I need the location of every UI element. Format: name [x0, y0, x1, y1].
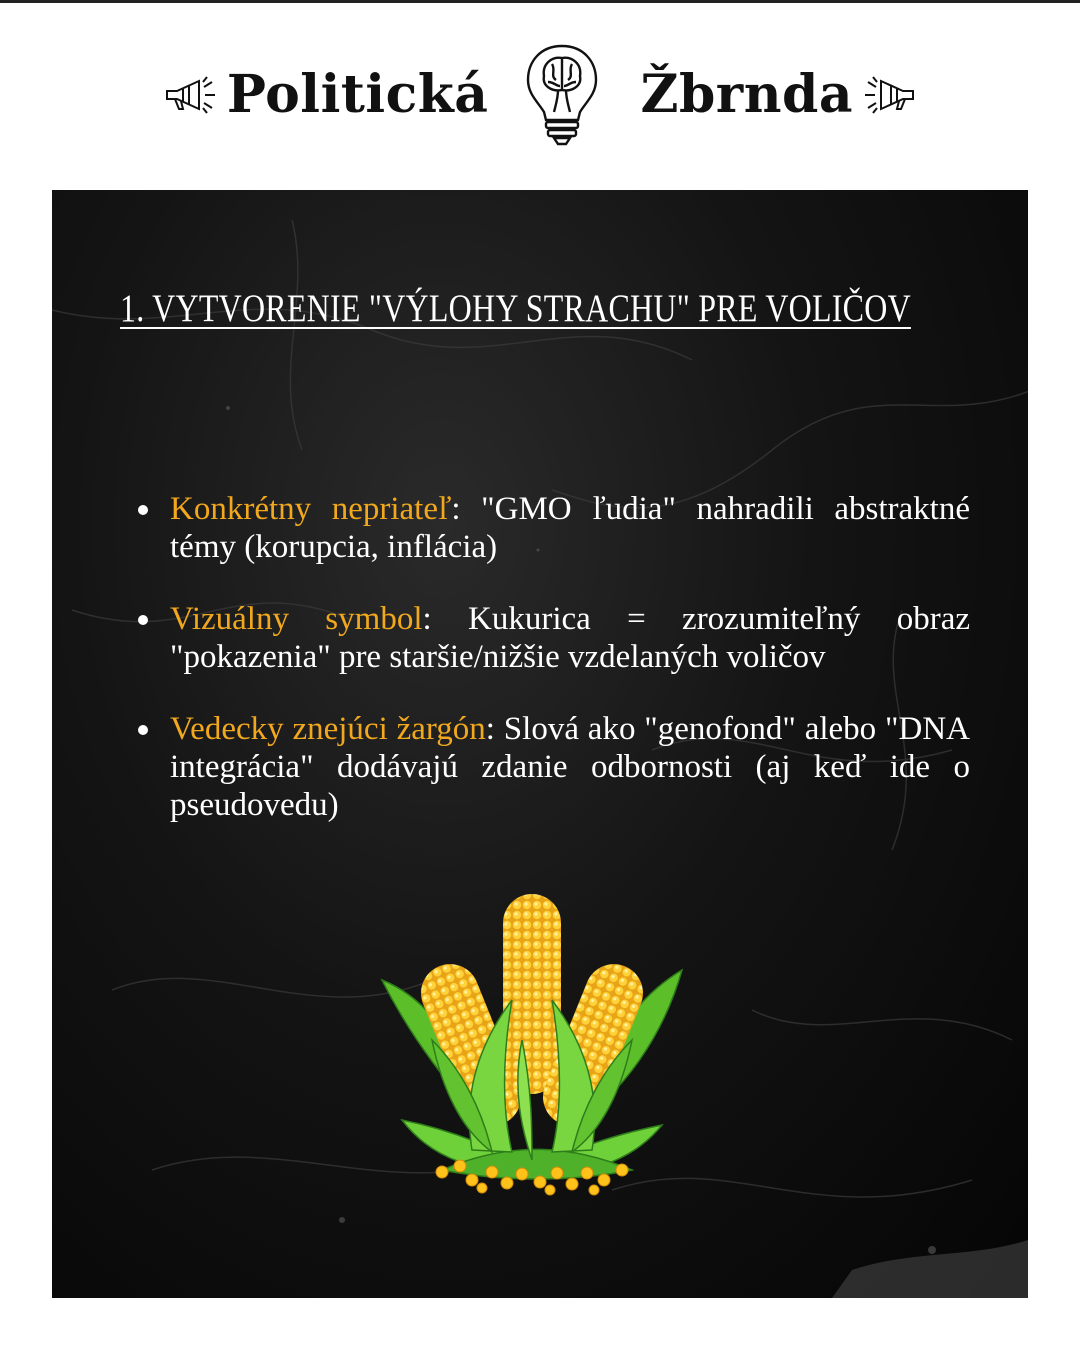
- list-item: [132, 490, 970, 566]
- bullet-text: : "GMO ľudia" nahradili abstraktné témy (korupcia, inflácia): [170, 491, 970, 565]
- bullet-term: Vizuálny symbol: [170, 601, 423, 637]
- masthead: [0, 40, 1080, 150]
- bullet-text: : Kukurica = zrozumiteľný obraz "pokazenia" pre staršie/nižšie vzdelaných voličov: [170, 601, 970, 675]
- bullet-term: Vedecky znejúci žargón: [170, 711, 486, 747]
- megaphone-icon: [853, 75, 917, 115]
- section-heading: 1. VYTVORENIE "VÝLOHY STRACHU" PRE VOLIČOV: [120, 287, 911, 330]
- brain-lightbulb-icon: [522, 42, 602, 148]
- bullet-dot: [138, 505, 148, 515]
- content-panel: [52, 190, 1028, 1298]
- list-item: [132, 600, 970, 676]
- bullet-dot: [138, 615, 148, 625]
- list-item: [132, 710, 970, 824]
- top-rule: [0, 0, 1080, 3]
- brand-title-left: Politická: [226, 64, 489, 125]
- bullet-list: [132, 490, 970, 858]
- brand-title-right: Žbrnda: [640, 64, 854, 125]
- bullet-text: : Slová ako "genofond" alebo "DNA integrácia" dodávajú zdanie odbornosti (aj keď ide o pseudovedu): [170, 711, 970, 823]
- megaphone-icon: [163, 75, 227, 115]
- bullet-dot: [138, 725, 148, 735]
- corn-illustration: [372, 890, 692, 1200]
- bullet-term: Konkrétny nepriateľ: [170, 491, 452, 527]
